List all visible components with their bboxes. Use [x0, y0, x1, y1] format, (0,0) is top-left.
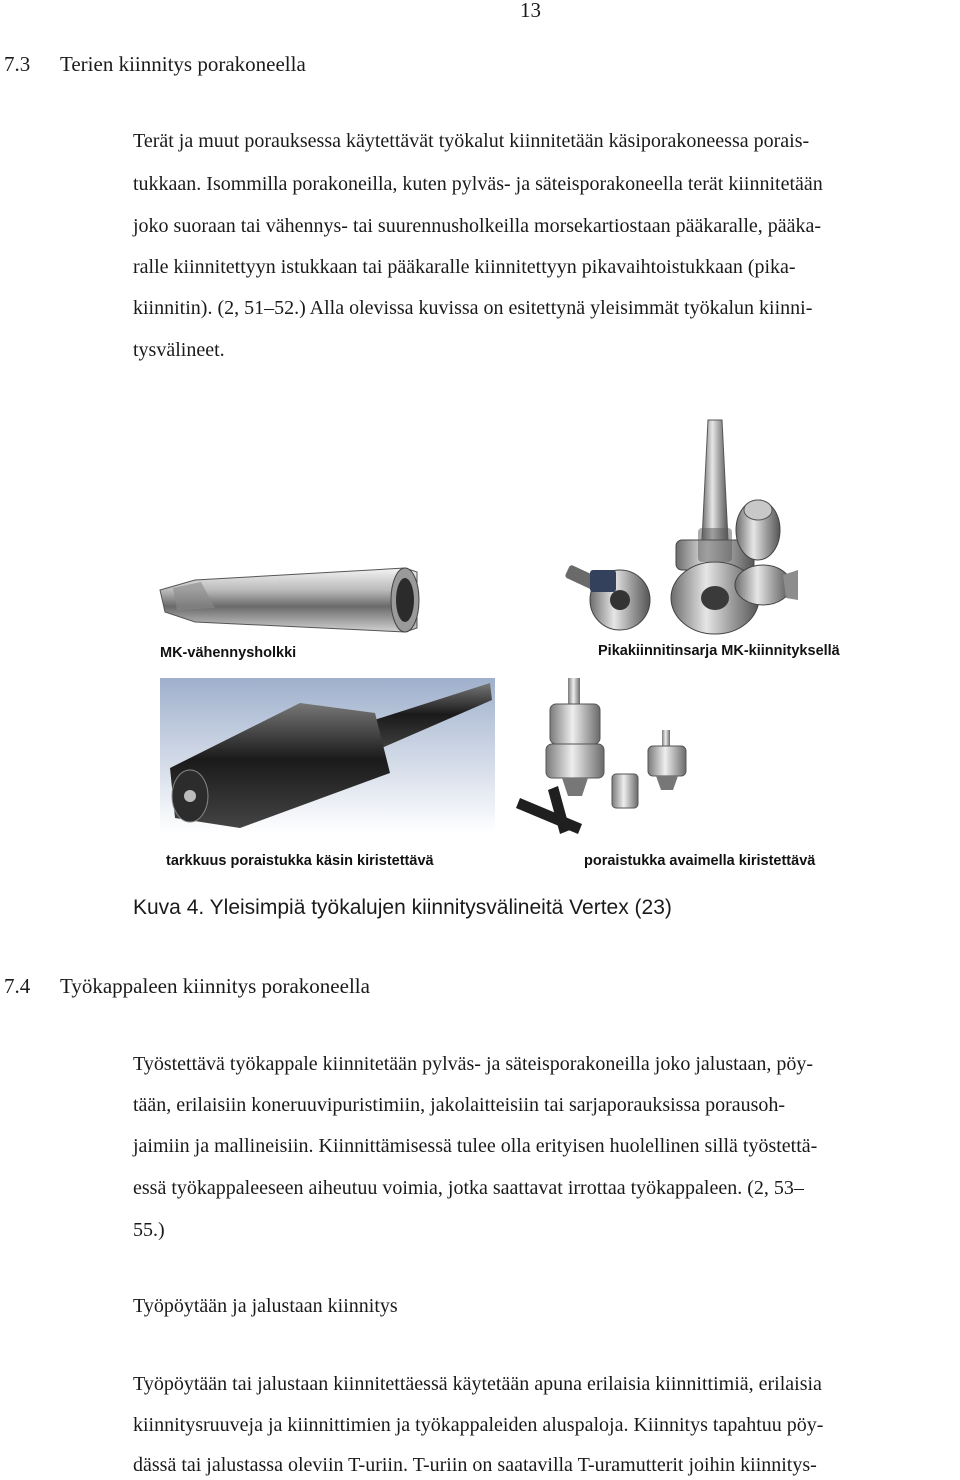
paragraph-line: essä työkappaleeseen aiheutuu voimia, jotka saattavat irrottaa työkappaleen. (2, 53–: [133, 1177, 804, 1199]
key-chuck-label: poraistukka avaimella kiristettävä: [584, 853, 816, 869]
section-title: Työkappaleen kiinnitys porakoneella: [60, 974, 370, 998]
paragraph-line: Terät ja muut porauksessa käytettävät työkalut kiinnitetään käsiporakoneessa porais-: [133, 130, 810, 152]
paragraph-line: joko suoraan tai vähennys- tai suurennusholkeilla morsekartiostaan pääkaralle, pääka-: [133, 215, 822, 237]
section-heading-7-4: [4, 974, 370, 999]
keyless-chuck-label: tarkkuus poraistukka käsin kiristettävä: [166, 853, 434, 869]
section-number: 7.4: [4, 974, 31, 998]
paragraph-line: kiinnitysruuveja ja kiinnittimien ja työkappaleiden aluspaloja. Kiinnitys tapahtuu pöy-: [133, 1414, 824, 1436]
sleeve-photo: [155, 560, 430, 640]
sleeve-label: MK-vähennysholkki: [160, 645, 297, 661]
paragraph-line: tään, erilaisiin koneruuvipuristimiin, jakolaitteisiin tai sarjaporauksissa porausoh-: [133, 1094, 786, 1116]
paragraph-line: ralle kiinnitettyyn istukkaan tai pääkaralle kiinnitettyyn pikavaihtoistukkaan (pika-: [133, 256, 796, 278]
paragraph-line: tukkaan. Isommilla porakoneilla, kuten pylväs- ja säteisporakoneella terät kiinnitetään: [133, 173, 823, 195]
section-number: 7.3: [4, 52, 31, 76]
paragraph-line: Työstettävä työkappale kiinnitetään pylväs- ja säteisporakoneilla joko jalustaan, pöy-: [133, 1053, 814, 1075]
key-chuck-photo: [512, 678, 712, 843]
section-title: Terien kiinnitys porakoneella: [60, 52, 306, 76]
page-number: 13: [520, 0, 541, 22]
paragraph-line: 55.): [133, 1219, 165, 1241]
subheading: Työpöytään ja jalustaan kiinnitys: [133, 1295, 398, 1317]
quick-change-set-photo: [558, 410, 798, 640]
paragraph-line: dässä tai jalustassa oleviin T-uriin. T-uriin on saatavilla T-uramutterit joihin kiinnitys-: [133, 1454, 817, 1476]
section-heading-7-3: [4, 52, 306, 77]
quick-change-set-label: Pikakiinnitinsarja MK-kiinnityksellä: [598, 643, 840, 659]
figure-caption: Kuva 4. Yleisimpiä työkalujen kiinnitysvälineitä Vertex (23): [133, 896, 672, 919]
paragraph-line: tysvälineet.: [133, 339, 225, 361]
paragraph-line: kiinnitin). (2, 51–52.) Alla olevissa kuvissa on esitettynä yleisimmät työkalun kiinni-: [133, 297, 813, 319]
keyless-chuck-photo: [160, 678, 495, 833]
paragraph-line: jaimiin ja mallineisiin. Kiinnittämisessä tulee olla erityisen huolellinen sillä työstettä-: [133, 1135, 818, 1157]
paragraph-line: Työpöytään tai jalustaan kiinnitettäessä käytetään apuna erilaisia kiinnittimiä, erilaisia: [133, 1373, 822, 1395]
